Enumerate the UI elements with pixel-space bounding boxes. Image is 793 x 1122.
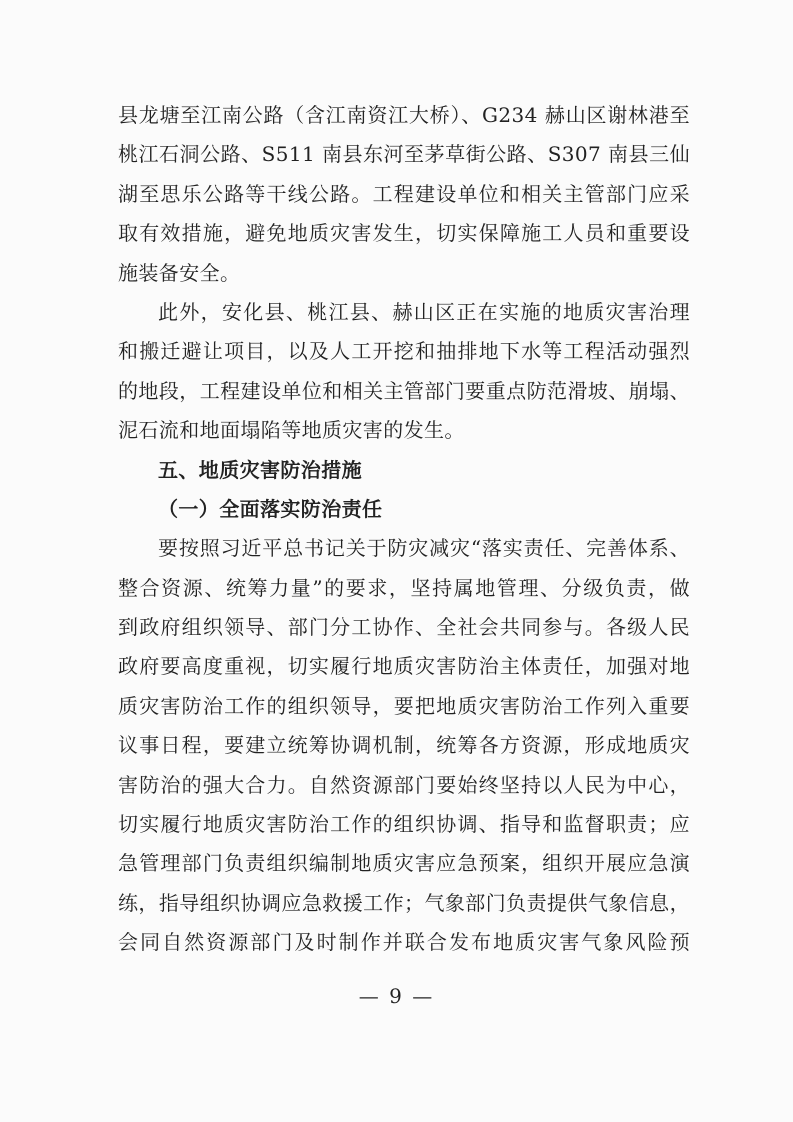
text-line: 湖至思乐公路等干线公路。工程建设单位和相关主管部门应采	[118, 181, 690, 206]
text-line: 取有效措施，避免地质灾害发生，切实保障施工人员和重要设	[118, 221, 690, 246]
text-line: 害防治的强大合力。自然资源部门要始终坚持以人民为中心，	[118, 772, 690, 797]
section-heading: 五、地质灾害防治措施	[158, 457, 362, 482]
text-line: 练，指导组织协调应急救援工作；气象部门负责提供气象信息，	[118, 890, 690, 915]
text-line: 和搬迁避让项目，以及人工开挖和抽排地下水等工程活动强烈	[118, 339, 690, 364]
text-line: 质灾害防治工作的组织领导，要把地质灾害防治工作列入重要	[118, 693, 690, 718]
text-line: 整合资源、统筹力量”的要求，坚持属地管理、分级负责，做	[118, 575, 690, 600]
text-line: 切实履行地质灾害防治工作的组织协调、指导和监督职责；应	[118, 812, 690, 837]
subsection-heading: （一）全面落实防治责任	[158, 496, 383, 521]
text-line: 议事日程，要建立统筹协调机制，统筹各方资源，形成地质灾	[118, 733, 690, 758]
text-line: 县龙塘至江南公路（含江南资江大桥）、G234 赫山区谢林港至	[118, 103, 690, 127]
text-line: 此外，安化县、桃江县、赫山区正在实施的地质灾害治理	[158, 299, 690, 324]
text-line: 会同自然资源部门及时制作并联合发布地质灾害气象风险预	[118, 930, 690, 955]
document-body	[118, 96, 690, 963]
page-number: — 9 —	[358, 984, 435, 1008]
text-line: 施装备安全。	[118, 260, 241, 285]
text-line: 到政府组织领导、部门分工协作、全社会共同参与。各级人民	[118, 615, 690, 640]
text-line: 桃江石洞公路、S511 南县东河至茅草街公路、S307 南县三仙	[118, 142, 690, 167]
text-line: 要按照习近平总书记关于防灾减灾“落实责任、完善体系、	[158, 536, 690, 561]
text-line: 政府要高度重视，切实履行地质灾害防治主体责任，加强对地	[118, 654, 690, 679]
text-line: 的地段，工程建设单位和相关主管部门要重点防范滑坡、崩塌、	[118, 378, 690, 403]
text-line: 泥石流和地面塌陷等地质灾害的发生。	[118, 418, 465, 443]
text-line: 急管理部门负责组织编制地质灾害应急预案，组织开展应急演	[118, 851, 690, 876]
